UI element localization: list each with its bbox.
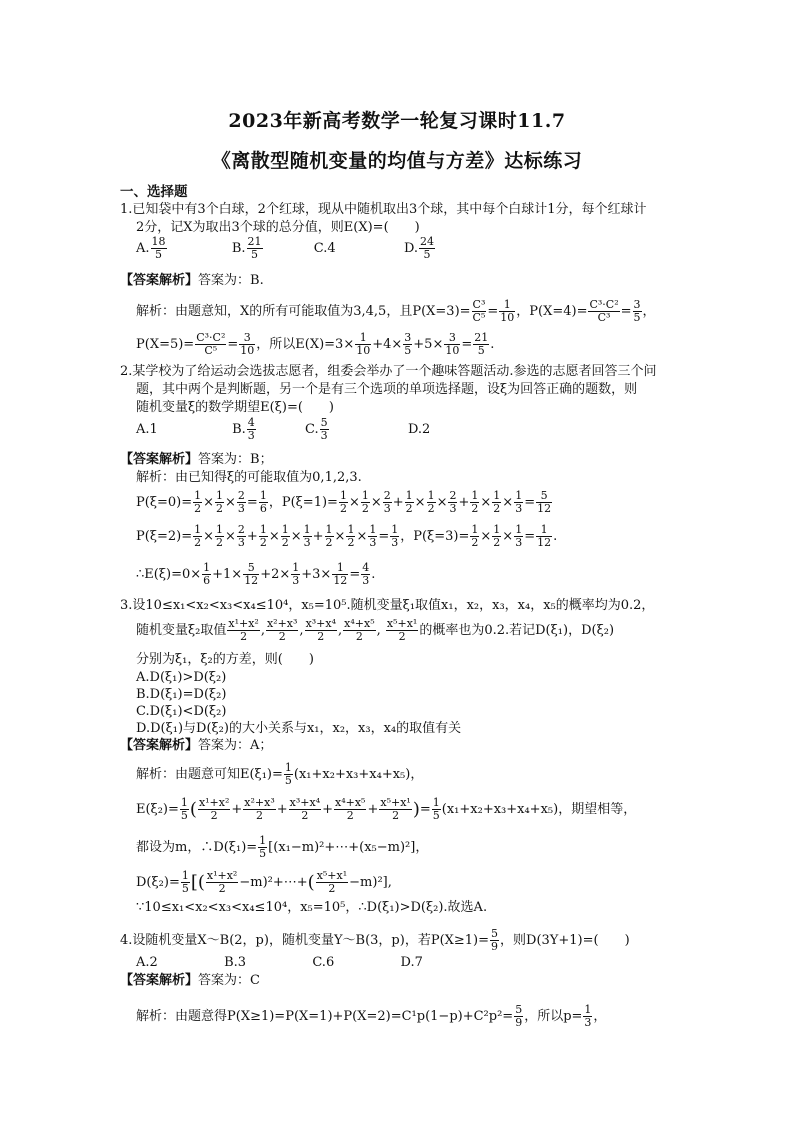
- q4-solution-line1: 解析：由题意得P(X≥1)=P(X=1)+P(X=2)=C¹p(1−p)+C²p²= $\frac{5}{9}$ ，所以p= $\frac{1}{3}$ ，: [136, 1003, 607, 1029]
- q2-stem-line1: 2.某学校为了给运动会选拔志愿者，组委会举办了一个趣味答题活动.参选的志愿者回答三个问: [120, 364, 657, 379]
- q3-option-b: B.D(ξ₁)=D(ξ₂): [136, 687, 227, 702]
- q2-solution-line3: P(ξ=2)= $\frac{1}{2}$ × $\frac{1}{2}$ × $\frac{2}{3}$ + $\frac{1}{2}$ × $\frac{1}{2}$ × $\frac{1}{3}$ + $\frac{1}{2}$ × $\frac{1}{2}$ × $\frac{1}{3}$ = $\frac{1}{3}$ ，P(ξ=3)= $\frac{1}{2}$ × $\frac{1}{2}$ × $\frac{1}{3}$ = $\frac{1}{12}$ .: [136, 523, 558, 549]
- section-heading: 一、选择题: [120, 184, 188, 200]
- q3-option-c: C.D(ξ₁)<D(ξ₂): [136, 704, 227, 719]
- q3-stem-line1: 3.设10≤x₁<x₂<x₃<x₄≤10⁴，x₅=10⁵.随机变量ξ₁取值x₁，x₂，x₃，x₄，x₅的概率均为0.2，: [120, 598, 655, 613]
- q4-stem-line1: 4.设随机变量X～B(2，p)，随机变量Y～B(3，p)，若P(X≥1)= $\frac{5}{9}$ ，则D(3Y+1)=( ): [120, 927, 630, 953]
- q2-stem-line2: 题，其中两个是判断题，另一个是有三个选项的单项选择题，设ξ为回答正确的题数，则: [136, 382, 638, 397]
- q4-options: A.2 B.3 C.6 D.7: [136, 955, 423, 970]
- q3-solution-line2: E(ξ₂)= $\frac{1}{5}$ ( $\frac{\text{x¹+x²}}{2}$ + $\frac{\text{x²+x³}}{2}$ + $\frac{\text{x³+x⁴}}{2}$ + $\frac{\text{x⁴+x⁵}}{2}$ + $\frac{\text{x⁵+x¹}}{2}$ )= $\frac{1}{5}$ (x₁+x₂+x₃+x₄+x₅)，期望相等，: [136, 796, 637, 822]
- document-subtitle: 《离散型随机变量的均值与方差》达标练习: [211, 150, 583, 172]
- document-title: 2023年新高考数学一轮复习课时11.7: [228, 110, 566, 132]
- q3-stem-line3: 分别为ξ₁，ξ₂的方差，则( ): [136, 652, 314, 667]
- q2-stem-line3: 随机变量ξ的数学期望E(ξ)=( ): [136, 400, 334, 415]
- q3-solution-line4: D(ξ₂)= $\frac{1}{5}$ [( $\frac{\text{x¹+x²}}{2}$ −m)²+⋯+( $\frac{\text{x⁵+x¹}}{2}$ −m)²],: [136, 869, 392, 895]
- q1-solution-line1: 解析：由题意知，X的所有可能取值为3,4,5，且P(X=3)= $\frac{\text{C³}}{\text{C⁵}}$ = $\frac{1}{10}$ ，P(X=4)= $\frac{\text{C³·C²}}{\text{C³}}$ = $\frac{3}{5}$ ，: [136, 298, 656, 324]
- q1-stem-line2: 2分，记X为取出3个球的总分值，则E(X)=( ): [136, 220, 420, 235]
- q2-answer: 【答案解析】答案为：B；: [120, 452, 273, 467]
- q4-answer: 【答案解析】答案为：C: [120, 973, 260, 988]
- q3-solution-line1: 解析：由题意可知E(ξ₁)= $\frac{1}{5}$ (x₁+x₂+x₃+x₄+x₅)，: [136, 761, 424, 787]
- q3-stem-line2: 随机变量ξ₂取值 $\frac{\text{x¹+x²}}{2}$ , $\frac{\text{x²+x³}}{2}$ , $\frac{\text{x³+x⁴}}{2}$ , $\frac{\text{x⁴+x⁵}}{2}$ , $\frac{\text{x⁵+x¹}}{2}$ 的概率也为0.2.若记D(ξ₁)，D(ξ₂): [136, 617, 615, 643]
- q1-answer: 【答案解析】答案为：B.: [120, 273, 264, 288]
- q1-options: A. $\frac{18}{5}$ B. $\frac{21}{5}$ C.4 D. $\frac{24}{5}$: [136, 235, 435, 261]
- q2-solution-line2: P(ξ=0)= $\frac{1}{2}$ × $\frac{1}{2}$ × $\frac{2}{3}$ = $\frac{1}{6}$ ，P(ξ=1)= $\frac{1}{2}$ × $\frac{1}{2}$ × $\frac{2}{3}$ + $\frac{1}{2}$ × $\frac{1}{2}$ × $\frac{2}{3}$ + $\frac{1}{2}$ × $\frac{1}{2}$ × $\frac{1}{3}$ = $\frac{5}{12}$: [136, 489, 552, 515]
- q3-answer: 【答案解析】答案为：A；: [120, 738, 273, 753]
- q2-solution-line1: 解析：由已知得ξ的可能取值为0,1,2,3.: [136, 470, 362, 485]
- q3-solution-line5: ∵10≤x₁<x₂<x₃<x₄≤10⁴，x₅=10⁵，∴D(ξ₁)>D(ξ₂).故选A.: [136, 900, 488, 915]
- q3-option-a: A.D(ξ₁)>D(ξ₂): [136, 670, 227, 685]
- q2-solution-line4: ∴E(ξ)=0× $\frac{1}{6}$ +1× $\frac{5}{12}$ +2× $\frac{1}{3}$ +3× $\frac{1}{12}$ = $\frac{4}{3}$ .: [136, 561, 376, 587]
- q3-solution-line3: 都设为m，∴D(ξ₁)= $\frac{1}{5}$ [(x₁−m)²+⋯+(x₅−m)²]，: [136, 834, 429, 860]
- q2-options: A.1 B. $\frac{4}{3}$ C. $\frac{5}{3}$ D.2: [136, 416, 431, 442]
- q1-solution-line2: P(X=5)= $\frac{\text{C³·C²}}{\text{C⁵}}$ = $\frac{3}{10}$ ，所以E(X)=3× $\frac{1}{10}$ +4× $\frac{3}{5}$ +5× $\frac{3}{10}$ = $\frac{21}{5}$ .: [136, 331, 495, 357]
- q3-option-d: D.D(ξ₁)与D(ξ₂)的大小关系与x₁，x₂，x₃，x₄的取值有关: [136, 721, 462, 736]
- q1-stem-line1: 1.已知袋中有3个白球，2个红球，现从中随机取出3个球，其中每个白球计1分，每个红球计: [120, 202, 647, 217]
